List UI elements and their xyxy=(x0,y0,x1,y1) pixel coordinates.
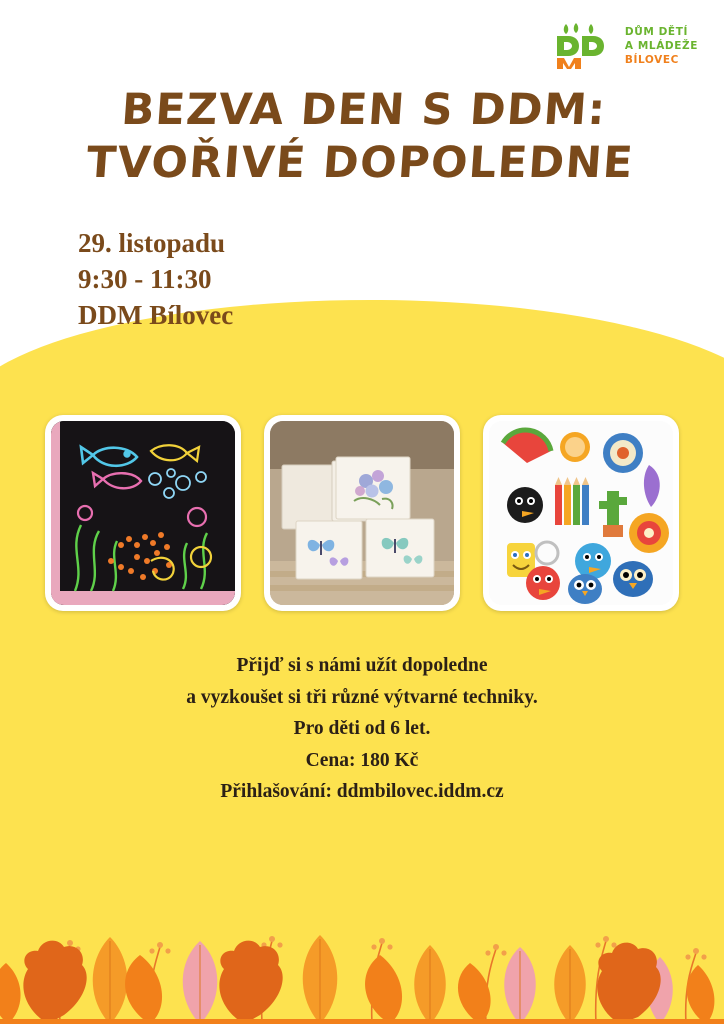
photo-scratch-art xyxy=(45,415,241,611)
photo-shrink-plastic-image xyxy=(489,421,673,605)
logo-line-2: A MLÁDEŽE xyxy=(624,39,698,52)
event-details xyxy=(78,226,233,334)
event-place: DDM Bílovec xyxy=(78,299,234,330)
page-title xyxy=(0,84,724,191)
logo-line-1: DŮM DĚTÍ xyxy=(624,25,688,38)
body-line-price: Cena: 180 Kč xyxy=(305,749,419,771)
logo-text xyxy=(625,25,698,68)
body-text xyxy=(0,650,724,808)
body-line-2: a vyzkoušet si tři různé výtvarné techniky. xyxy=(186,686,538,708)
logo xyxy=(554,22,698,70)
photo-scratch-art-image xyxy=(51,421,235,605)
autumn-leaves-border xyxy=(0,849,724,1024)
body-line-3: Pro děti od 6 let. xyxy=(293,718,431,740)
event-time: 9:30 - 11:30 xyxy=(78,263,212,294)
logo-line-3: BÍLOVEC xyxy=(624,54,679,67)
body-line-registration: Přihlašování: ddmbilovec.iddm.cz xyxy=(220,781,504,803)
headline-line-2: TVOŘIVÉ DOPOLEDNE xyxy=(84,138,636,189)
photo-gallery xyxy=(45,415,679,611)
photo-decoupage-boxes xyxy=(264,415,460,611)
photo-shrink-plastic xyxy=(483,415,679,611)
body-line-1: Přijď si s námi užít dopoledne xyxy=(236,655,488,676)
photo-decoupage-boxes-image xyxy=(270,421,454,605)
ddm-logo-icon xyxy=(554,22,616,70)
event-date: 29. listopadu xyxy=(78,228,226,258)
headline-line-1: BEZVA DEN S DDM: xyxy=(119,85,608,135)
